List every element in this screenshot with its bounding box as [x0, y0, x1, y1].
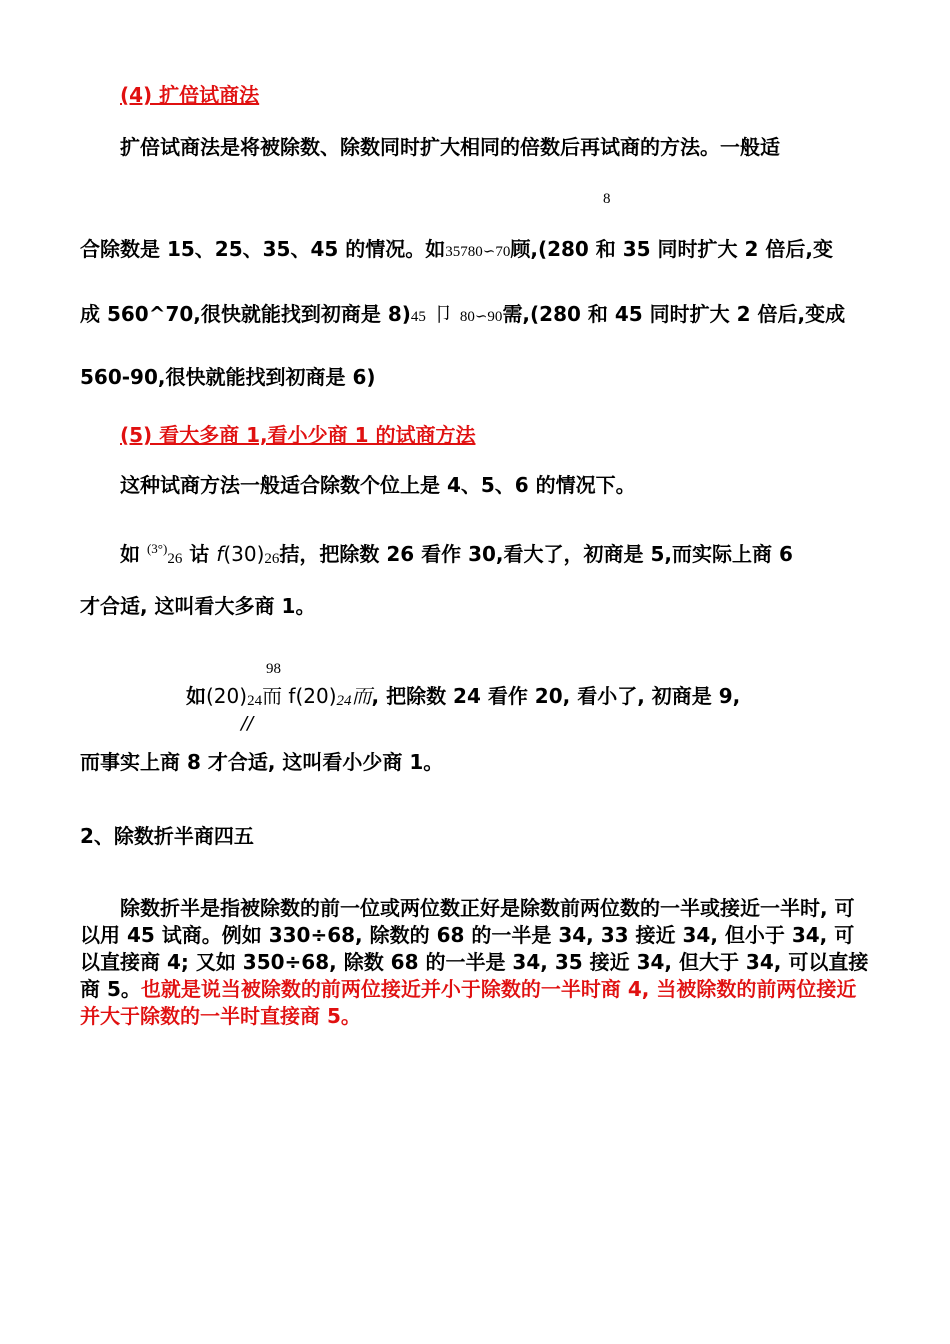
superscript-8: 8 — [603, 191, 611, 207]
ex1-a: 如 — [120, 542, 140, 566]
ex1-e: f — [216, 542, 224, 566]
example-2-line — [186, 683, 740, 712]
line-3-text-e: 需,(280 和 45 同时扩大 2 倍后,变成 — [502, 302, 846, 326]
line-3-glyph: 卩 — [432, 302, 453, 326]
example-1-continued: 才合适, 这叫看大多商 1。 — [80, 594, 316, 618]
line-2-formula: 35780∽70 — [445, 244, 511, 260]
section-5-intro: 这种试商方法一般适合除数个位上是 4、5、6 的情况下。 — [120, 473, 636, 497]
example-2-marks: // — [241, 713, 254, 734]
section-4-line-1: 扩倍试商法是将被除数、除数同时扩大相同的倍数后再试商的方法。一般适 — [120, 135, 780, 159]
ex1-d: 诂 — [189, 542, 210, 566]
ex2-e: 24 — [336, 693, 352, 709]
line-2-text-c: 顾,(280 和 35 同时扩大 2 倍后,变 — [510, 237, 833, 261]
example-2-top-number: 98 — [266, 661, 281, 677]
ex1-f: (30) — [223, 542, 265, 566]
section-4-line-3 — [80, 301, 845, 330]
section-2-paragraph-red: 也就是说当被除数的前两位接近并小于除数的一半时商 4, 当被除数的前两位接近并大于除数的一半时直接商 5。 — [80, 977, 857, 1028]
line-3-num-45: 45 — [410, 309, 426, 325]
section-4-line-4: 560-90,很快就能找到初商是 6) — [80, 365, 376, 389]
ex2-g: , 把除数 24 看作 20, 看小了, 初商是 9, — [371, 684, 741, 708]
line-2-text-a: 合除数是 15、25、35、45 的情况。如 — [80, 237, 446, 261]
line-3-formula: 80∽90 — [459, 309, 503, 325]
ex2-b: (20) — [206, 684, 248, 708]
ex2-a: 如 — [186, 684, 206, 708]
section-4-heading: (4) 扩倍试商法 — [120, 83, 260, 107]
ex2-f: 而 — [351, 684, 372, 708]
section-2-paragraph — [80, 895, 870, 1030]
ex2-d: 而 f(20) — [262, 684, 337, 708]
line-3-text-a: 成 560^70,很快就能找到初商是 8) — [80, 302, 411, 326]
ex1-h: 拮，把除数 26 看作 30,看大了，初商是 5,而实际上商 6 — [279, 542, 793, 566]
ex1-g: 26 — [264, 551, 280, 567]
example-2-continued: 而事实上商 8 才合适, 这叫看小少商 1。 — [80, 750, 444, 774]
section-5-heading: (5) 看大多商 1,看小少商 1 的试商方法 — [120, 423, 476, 447]
section-2-heading: 2、除数折半商四五 — [80, 824, 254, 848]
ex2-c: 24 — [247, 693, 263, 709]
ex1-c: 26 — [167, 551, 183, 567]
example-1-line — [120, 541, 793, 570]
section-4-line-2 — [80, 236, 833, 265]
section-2-paragraph-black: 除数折半是指被除数的前一位或两位数正好是除数前两位数的一半或接近一半时, 可以用 45 试商。例如 330÷68, 除数的 68 的一半是 34, 33 接近 34, 但小于 34, 可以直接商 4; 又如 350÷68, 除数 68 的一半是 34, 35 接近 34, 但大于 34, 可以直接商 5。 — [80, 896, 869, 1001]
ex1-b: (3°) — [146, 541, 168, 556]
